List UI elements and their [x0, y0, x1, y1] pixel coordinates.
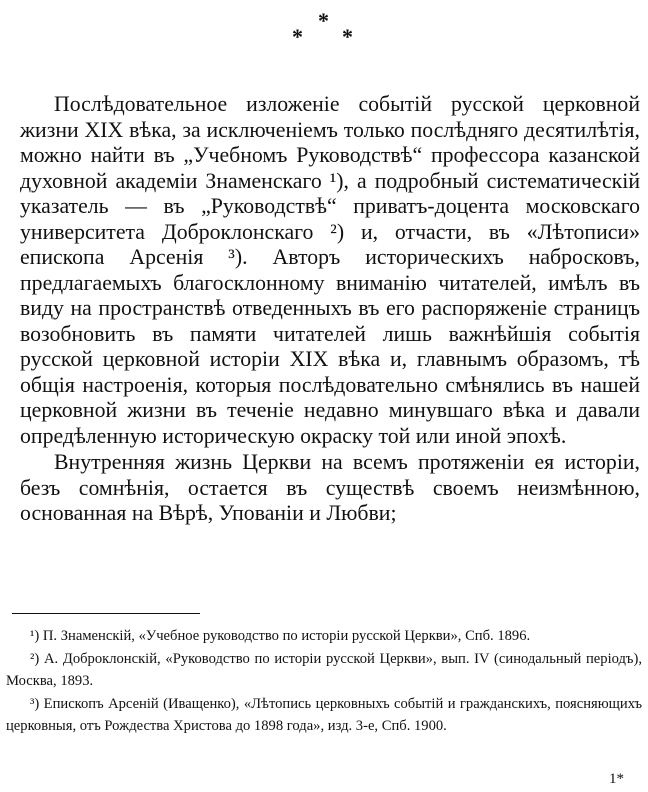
paragraph-2: Внутренняя жизнь Церкви на всемъ протяженiи ея исторiи, безъ сомнѣнiя, остается въ существѣ своемъ неизмѣнною, основанная на Вѣрѣ, Упованiи и Любви; — [20, 450, 640, 525]
ornament-star-top: * — [318, 8, 329, 33]
signature-mark: 1* — [609, 771, 624, 787]
footnote-separator — [12, 613, 200, 614]
footnotes — [6, 625, 642, 738]
paragraph-1: Послѣдовательное изложенiе событiй русской церковной жизни XIX вѣка, за исключенiемъ только послѣдняго десятилѣтiя, можно найти въ „Учебномъ Руководствѣ“ профессора казанской духовной академiи Знаменскаго ¹), а подробный систематическiй указатель — въ „Руководствѣ“ приватъ-доцента московскаго университета Доброклонскаго ²) и, отчасти, въ «Лѣтописи» епископа Арсенiя ³). Авторъ историческихъ набросковъ, предлагаемыхъ благосклонному вниманiю читателей, имѣлъ въ виду на пространствѣ отведенныхъ въ его распоряженiе страницъ возобновить въ памяти читателей лишь важнѣйшiя событiя русской церковной исторiи XIX вѣка и, главнымъ образомъ, тѣ общiя настроенiя, которыя послѣдовательно смѣнялись въ нашей церковной жизни въ теченiе недавно минувшаго вѣка и давали опредѣленную историческую окраску той или иной эпохѣ. — [20, 92, 640, 448]
ornament-star-right: * — [342, 24, 353, 49]
main-text — [20, 92, 640, 527]
footnote-1: ¹) П. Знаменскiй, «Учебное руководство по исторiи русской Церкви», Спб. 1896. — [30, 628, 531, 644]
ornament-star-left: * — [292, 24, 303, 49]
footnote-3: ³) Епископъ Арсенiй (Иващенко), «Лѣтопись церковныхъ событiй и гражданскихъ, поясняющихъ церковныя, отъ Рождества Христова до 1898 года», изд. 3-е, Спб. 1900. — [6, 696, 642, 734]
asterism-ornament — [0, 10, 648, 50]
footnote-2: ²) А. Доброклонскiй, «Руководство по исторiи русской Церкви», вып. IV (синодальный перiодъ), Москва, 1893. — [6, 651, 642, 689]
